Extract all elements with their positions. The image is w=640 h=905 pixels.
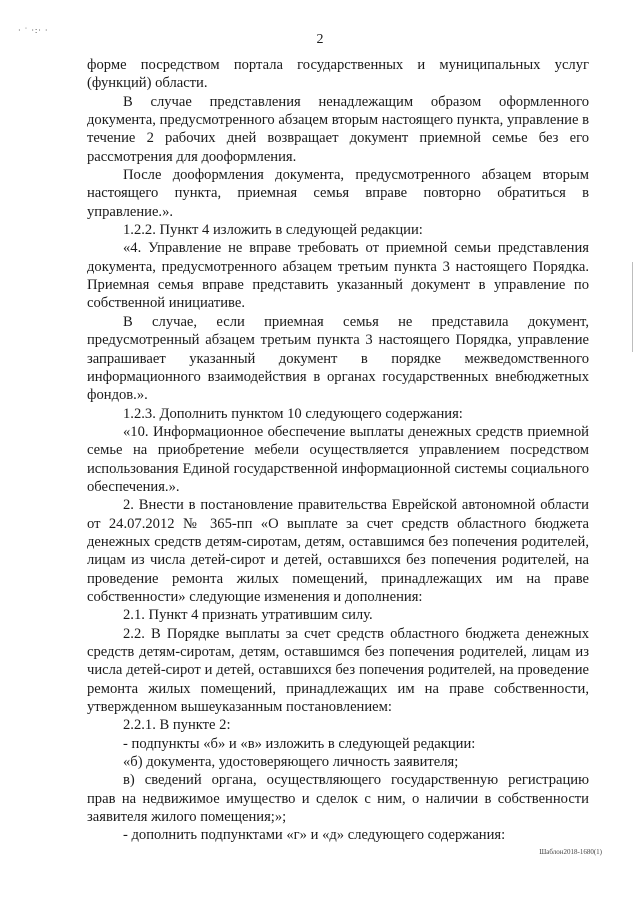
paragraph: «4. Управление не вправе требовать от приемной семьи представления документа, предусмотренного абзацем третьим пункта 3 настоящего Порядка. Приемная семья вправе представить указанный документ в управление по собственной инициативе. [87, 240, 589, 312]
paragraph: в) сведений органа, осуществляющего государственную регистрацию прав на недвижимое имущество и сделок с ним, о наличии в собственности заявителя жилого помещения;»; [87, 772, 589, 826]
paragraph: 1.2.3. Дополнить пунктом 10 следующего содержания: [123, 405, 463, 422]
scan-margin-line [632, 262, 633, 352]
paragraph: 2.2. В Порядке выплаты за счет средств областного бюджета денежных средств детям-сиротам, детям, оставшимся без попечения родителей, лицам из числа детей-сирот и детей, оставшихся без попечения родителей, на проведение ремонта жилых помещений, принадлежащих им на праве собственности, утвержденном вышеуказанным постановлением: [87, 625, 589, 716]
paragraph: В случае, если приемная семья не представила документ, предусмотренный абзацем третьим пункта 3 настоящего Порядка, управление запрашивает указанный документ в порядке межведомственного информационного взаимодействия в органах государственных внебюджетных фондов.». [87, 313, 589, 404]
footer-code: Шаблон2018-1680(1) [539, 848, 602, 856]
paragraph: В случае представления ненадлежащим образом оформленного документа, предусмотренного абзацем вторым настоящего пункта, управление в течение 2 рабочих дней возвращает документ приемной семье без его рассмотрения для дооформления. [87, 93, 589, 165]
paragraph: «б) документа, удостоверяющего личность заявителя; [123, 754, 459, 771]
paragraph: 2. Внести в постановление правительства Еврейской автономной области от 24.07.2012 № 365-пп «О выплате за счет средств областного бюджета денежных средств детям-сиротам, детям, оставшимся без попечения родителей, лицам из числа детей-сирот и детей, оставшихся без попечения родителей, на проведение ремонта жилых помещений, принадлежащих им на праве собственности» следующие изменения и дополнения: [87, 497, 589, 605]
paragraph: 2.2.1. В пункте 2: [123, 717, 231, 734]
paragraph: После дооформления документа, предусмотренного абзацем вторым настоящего пункта, приемная семья вправе повторно обратиться в управление.». [87, 167, 589, 220]
paragraph: 1.2.2. Пункт 4 изложить в следующей редакции: [123, 222, 423, 239]
scan-marks: · ˙ ·:· · [18, 26, 49, 35]
paragraph: - дополнить подпунктами «г» и «д» следующего содержания: [123, 827, 506, 844]
paragraph: форме посредством портала государственных и муниципальных услуг (функций) области. [87, 57, 589, 92]
paragraph: 2.1. Пункт 4 признать утратившим силу. [123, 607, 373, 624]
document-body [87, 56, 589, 845]
paragraph: «10. Информационное обеспечение выплаты денежных средств приемной семье на приобретение мебели осуществляется управлением посредством использования Единой государственной информационной системы социального обеспечения.». [87, 423, 589, 495]
paragraph: - подпункты «б» и «в» изложить в следующей редакции: [123, 735, 476, 752]
page-number: 2 [316, 32, 324, 47]
